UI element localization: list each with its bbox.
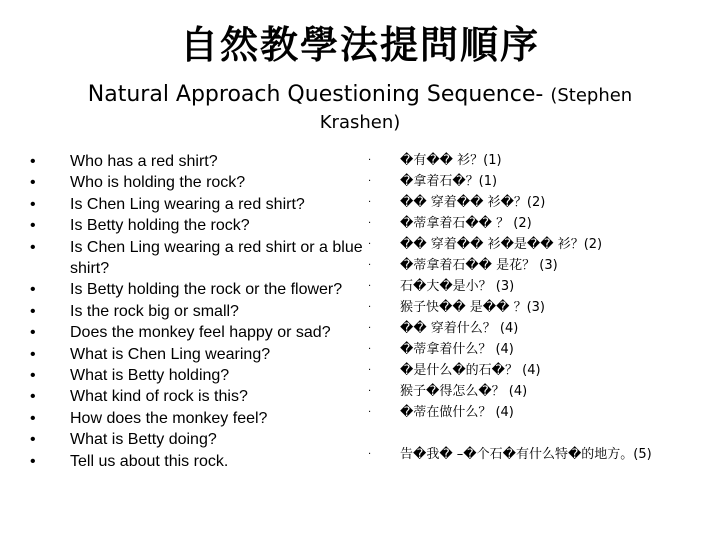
- list-item: [368, 276, 698, 297]
- question-text: 石�大�是小？ (3): [400, 279, 515, 294]
- list-item: [24, 172, 364, 193]
- list-item: [368, 192, 698, 213]
- bullet: •: [30, 153, 36, 170]
- question-text: �� 穿着�� 衫�是�� 衫？(2): [400, 237, 603, 252]
- list-item: [368, 339, 698, 360]
- list-item: [368, 255, 698, 276]
- bullet: ·: [368, 281, 372, 292]
- question-text: �蒂拿着石�� 是花？ (3): [400, 258, 558, 273]
- list-item: [368, 318, 698, 339]
- bullet: ·: [368, 407, 372, 418]
- list-item: [368, 444, 698, 465]
- question-text: Is the rock big or small?: [70, 302, 239, 320]
- list-item: [24, 429, 364, 450]
- question-text: �蒂拿着什么？ (4): [400, 342, 514, 357]
- question-text: Does the monkey feel happy or sad?: [70, 324, 331, 342]
- bullet: ·: [368, 449, 372, 460]
- bullet: ·: [368, 323, 372, 334]
- question-text: Who has a red shirt?: [70, 153, 218, 170]
- list-item: [368, 213, 698, 234]
- list-item: [24, 322, 364, 343]
- bullet: •: [30, 345, 36, 363]
- subtitle-author-line: Krashen): [319, 112, 401, 133]
- list-item: [24, 408, 364, 429]
- subtitle-main: Natural Approach Questioning Sequence-: [87, 82, 544, 107]
- question-text: 猴子�得怎么�？ (4): [400, 384, 528, 399]
- bullet: •: [30, 452, 36, 470]
- subtitle: [0, 80, 720, 111]
- question-text: �� 穿着什么？ (4): [400, 321, 519, 336]
- bullet: ·: [368, 197, 372, 208]
- list-item: [24, 237, 364, 280]
- bullet: •: [30, 367, 36, 385]
- bullet: •: [30, 281, 36, 299]
- list-item: [368, 171, 698, 192]
- question-text: �有�� 衫？(1): [400, 153, 502, 168]
- list-item: [368, 234, 698, 255]
- question-text: �� 穿着�� 衫�？(2): [400, 195, 546, 210]
- bullet: •: [30, 238, 36, 256]
- question-text: �蒂拿着石�� ？ (2): [400, 216, 532, 231]
- question-text: Is Chen Ling wearing a red shirt?: [70, 195, 305, 213]
- list-item: [24, 194, 364, 215]
- bullet: ·: [368, 260, 372, 271]
- list-item: [24, 451, 364, 472]
- question-text: Is Chen Ling wearing a red shirt or a blue shirt?: [70, 238, 363, 278]
- list-spacer: [368, 423, 698, 444]
- question-text: Is Betty holding the rock or the flower?: [70, 281, 343, 299]
- question-text: �拿着石�？(1): [400, 174, 498, 189]
- english-question-list: [24, 151, 364, 472]
- bullet: ·: [368, 155, 372, 166]
- list-item: [368, 360, 698, 381]
- question-text: What is Betty doing?: [70, 431, 217, 449]
- question-text: 猴子快�� 是�� ？(3): [400, 300, 545, 315]
- question-text: Is Betty holding the rock?: [70, 217, 250, 235]
- question-text: �是什么�的石�？ (4): [400, 363, 541, 378]
- question-text: How does the monkey feel?: [70, 409, 268, 427]
- question-text: Tell us about this rock.: [70, 452, 229, 470]
- bullet: ·: [368, 302, 372, 313]
- question-text: 告�我� –�个石�有什么特�的地方。(5): [400, 447, 652, 462]
- question-text: What kind of rock is this?: [70, 388, 248, 406]
- list-item: [24, 151, 364, 172]
- question-text: What is Betty holding?: [70, 367, 230, 385]
- bullet: ·: [368, 239, 372, 250]
- bullet: •: [30, 388, 36, 406]
- list-item: [24, 279, 364, 300]
- bullet: ·: [368, 218, 372, 229]
- bullet: •: [30, 217, 36, 235]
- list-item: [368, 297, 698, 318]
- question-text: �蒂在做什么？ (4): [400, 405, 514, 420]
- list-item: [24, 301, 364, 322]
- bullet: •: [30, 431, 36, 449]
- bullet: ·: [368, 344, 372, 355]
- bullet: ·: [368, 176, 372, 187]
- question-text: Who is holding the rock?: [70, 174, 246, 192]
- bullet: ·: [368, 365, 372, 376]
- bullet: •: [30, 302, 36, 320]
- list-item: [368, 381, 698, 402]
- page-title: 自然教學法提問順序: [179, 23, 540, 67]
- bullet: •: [30, 324, 36, 342]
- question-text: What is Chen Ling wearing?: [70, 345, 271, 363]
- list-item: [368, 150, 698, 171]
- list-item: [24, 344, 364, 365]
- chinese-question-list: [368, 150, 698, 465]
- bullet: •: [30, 174, 36, 192]
- subtitle-author-part: (Stephen: [550, 85, 633, 106]
- bullet: •: [30, 409, 36, 427]
- list-item: [24, 215, 364, 236]
- list-item: [24, 365, 364, 386]
- bullet: ·: [368, 386, 372, 397]
- list-item: [24, 386, 364, 407]
- list-item: [368, 402, 698, 423]
- bullet: •: [30, 195, 36, 213]
